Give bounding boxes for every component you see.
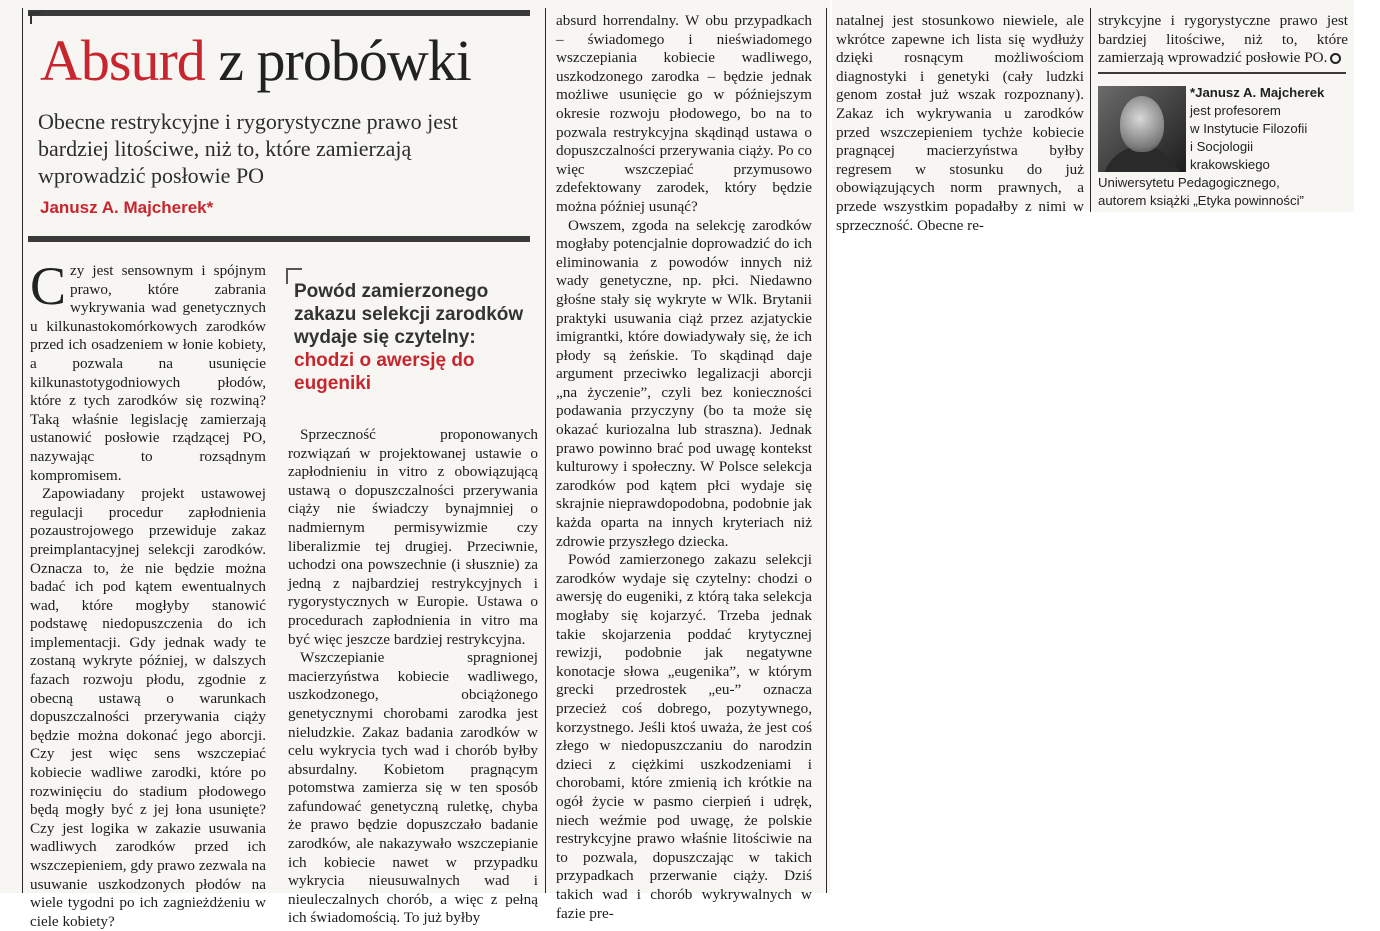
drop-cap: C [30, 256, 67, 316]
col3-paragraph-3: Powód zamierzonego zakazu selekcji zarodków wydaje się czytelny: chodzi o awersję do eugeniki, z którą taka selekcja mogłaby się kojarzyć. Trzeba jednak takie skojarzenia poddać krytycznej rewizji, podobnie jak negatywne konotacje słowa „eugenika”, w którym grecki przedrostek „eu-” oznacza przecież coś dobrego, pozytywnego, korzystnego. Jeśli ktoś uważa, że jest coś złego w niedopuszczaniu do narodzin dzieci z ciężkimi uszkodzeniami i chorobami, które zmienią ich krótkie na ogół życie w pasmo cierpień i udręk, niech weźmie pod uwagę, że polskie restrykcyjne prawo właśnie litościwie na to pozwala, dopuszczając w takich przypadkach przerwanie ciąży. Dziś takich wad i chorób wykrywalnych w fazie pre- [556, 551, 812, 922]
column-rule [545, 8, 546, 893]
pullquote-text: Powód zamierzonego zakazu selekcji zarodków wydaje się czytelny: [294, 281, 524, 348]
end-of-article-icon [1330, 53, 1341, 64]
col3-paragraph-1: absurd horrendalny. W obu przypadkach – świadomego i nieświadomego wszczepiania kobiecie wadliwego, uszkodzonego zarodka – będzie jednak możliwe usunięcie go w późniejszym okresie rozwoju płodowego, bo na to pozwala restrykcyjna skądinąd ustawa o dopuszczalności przerywania ciąży. Po co więc wszczepiać przymusowo zdefektowany zarodek, który będzie można później usunąć? [556, 12, 812, 215]
bio-rule [1098, 72, 1346, 74]
col2-paragraph-1: Sprzeczność proponowanych rozwiązań w projektowanej ustawie o zapłodnieniu in vitro z obowiązującą ustawą o dopuszczalności przerywania ciąży nie świadczy bynajmniej o nadmiernym permisywizmie czy liberalizmie tej drugiej. Przeciwnie, uchodzi ona powszechnie (i słusznie) za jedną z najbardziej restrykcyjnych i rygorystycznych w Europie. Ustawa o procedurach zapłodnienia in vitro ma być więc jeszcze bardziej restrykcyjna. [288, 426, 538, 648]
title-red-word: Absurd [40, 28, 205, 93]
header-bottom-rule [28, 236, 530, 242]
corner-mark [30, 12, 42, 24]
column-3 [556, 12, 812, 923]
bio-line-2: w Instytucie Filozofii [1190, 121, 1308, 136]
article-author: Janusz A. Majcherek* [40, 198, 214, 217]
article-title [40, 30, 471, 92]
bio-line-1: jest profesorem [1190, 103, 1281, 118]
bio-line-3: i Socjologii [1190, 139, 1254, 154]
col2-paragraph-2: Wszczepianie spragnionej macierzyństwa kobiecie wadliwego, uszkodzonego, obciążonego genetycznymi chorobami zarodka jest nieludzkie. Zakaz badania zarodków w celu wykrycia tych wad i chorób byłby absurdalny. Kobietom pragnącym potomstwa zamierza się w ten sposób zafundować genetyczną ruletkę, chyba że prawo będzie dopuszczało badanie zarodków, ale nakazywało wszczepianie ich kobiecie nawet w przypadku wykrycia nieusuwalnych wad i nieuleczalnych chorób, a więc z pełną ich świadomością. To już byłby [288, 649, 538, 927]
author-photo-head [1120, 96, 1164, 152]
pullquote [294, 280, 532, 395]
bio-name: *Janusz A. Majcherek [1190, 85, 1325, 100]
column-1 [30, 256, 266, 931]
column-rule [1090, 8, 1091, 212]
bio-line-6: autorem książki „Etyka powinności” [1098, 193, 1304, 208]
col1-paragraph-1-text: zy jest sensownym i spójnym prawo, które zabrania wykrywania wad genetycznych u kilkunastokomórkowych zarodków przed ich osadzeniem w łonie kobiety, a pozwala na usunięcie kilkunastotygodniowych płodów, które z tych zarodków się rozwiną? Taką właśnie legislację zamierzają ustanowić posłowie rządzącej PO, nazywając to rozsądnym kompromisem. [30, 262, 266, 484]
author-bio-bottom [1098, 174, 1348, 210]
bio-line-5: Uniwersytetu Pedagogicznego, [1098, 175, 1280, 190]
author-bio-right [1190, 84, 1350, 174]
author-photo [1098, 86, 1186, 172]
col1-paragraph-2: Zapowiadany projekt ustawowej regulacji procedur zapłodnienia pozaustrojowego przewiduje zakaz preimplantacyjnej selekcji zarodków. Oznacza to, że nie będzie można badać ich pod kątem ewentualnych wad, które mogłyby stanowić podstawę niedopuszczenia do ich implementacji. Gdy jednak wady te zostaną wykryte później, w dalszych fazach rozwoju płodu, zgodnie z obecną ustawą o warunkach dopuszczalności przerywania ciąży będzie można dokonać jego aborcji. Czy jest więc sens wszczepiać kobiecie wadliwe zarodki, które po rozwinięciu do stadium płodowego będą mogły być z jej łona usunięte? Czy jest logika w zakazie usuwania wadliwych zarodków przed ich wszczepieniem, gdy prawo zezwala na usuwanie uszkodzonych płodów na wiele tygodni po ich zagnieżdżeniu w ciele kobiety? [30, 485, 266, 930]
bio-line-4: krakowskiego [1190, 157, 1270, 172]
column-4 [836, 12, 1084, 235]
column-2 [288, 426, 538, 928]
column-5 [1098, 12, 1348, 68]
col4-paragraph-1: natalnej jest stosunkowo niewiele, ale wkrótce zapewne ich lista się wydłuży dzięki rosnącym możliwościom diagnostyki i genetyki (cały ludzki genom został już wszak rozpoznany). Zakaz ich wykrywania u zarodków przed wszczepieniem tychże kobiecie pragnącej macierzyństwa byłby regresem w stosunku do już obowiązujących norm prawnych, a przede wszystkim popadałby z nimi w sprzeczność. Obecne re- [836, 12, 1084, 234]
col5-paragraph-1 [1098, 12, 1348, 68]
article-lead: Obecne restrykcyjne i rygorystyczne prawo jest bardziej litościwe, niż to, które zamierzają wprowadzić posłowie PO [38, 109, 458, 188]
top-rule [28, 10, 530, 16]
left-border [22, 8, 23, 893]
pullquote-highlight: chodzi o awersję do eugeniki [294, 350, 475, 394]
col1-paragraph-1 [30, 256, 266, 485]
col3-paragraph-2: Owszem, zgoda na selekcję zarodków mogłaby potencjalnie doprowadzić do ich eliminowania z powodów innych niż wady genetyczne, np. płci. Niedawno głośne stały się wykryte w Wlk. Brytanii praktyki usuwania ciąż przez azjatyckie imigrantki, które dowiadywały się, że ich płody są żeńskie. To skądinąd daje argument przeciwko legalizacji aborcji „na życzenie”, czyli bez konieczności podawania przyczyny (bo ta może się okazać kuriozalna lub straszna). Jednak prawo powinno brać pod uwagę kontekst kulturowy i społeczny. W Polsce selekcja zarodków pod kątem płci wydaje się skrajnie nieprawdopodobna, podobnie jak każda oparta na innych kryteriach niż zdrowie przyszłego dziecka. [556, 216, 812, 550]
title-rest: z probówki [218, 28, 471, 93]
col5-paragraph-1-text: strykcyjne i rygorystyczne prawo jest bardziej litościwe, niż to, które zamierzają wprowadzić posłowie PO. [1098, 12, 1348, 67]
column-rule [826, 8, 827, 893]
